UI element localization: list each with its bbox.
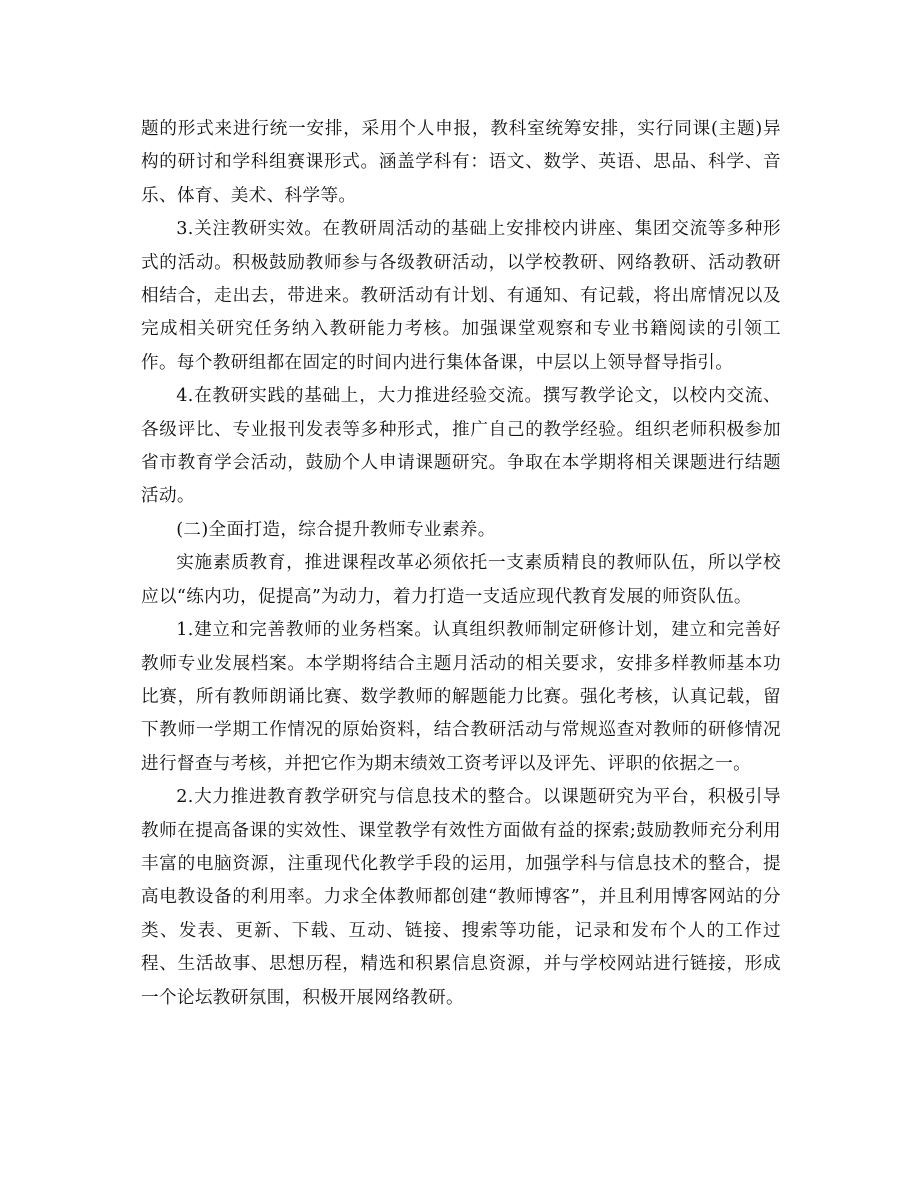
document-body bbox=[141, 113, 781, 1015]
paragraph-item-4: 4.在教研实践的基础上，大力推进经验交流。撰写教学论文，以校内交流、各级评比、专业报刊发表等多种形式，推广自己的教学经验。组织老师积极参加省市教育学会活动，鼓励个人申请课题研究。争取在本学期将相关课题进行结题活动。 bbox=[141, 386, 781, 507]
paragraph-item-2: 2.大力推进教育教学研究与信息技术的整合。以课题研究为平台，积极引导教师在提高备课的实效性、课堂教学有效性方面做有益的探索;鼓励教师充分利用丰富的电脑资源，注重现代化教学手段的运用，加强学科与信息技术的整合，提高电教设备的利用率。力求全体教师都创建“教师博客”，并且利用博客网站的分类、发表、更新、下载、互动、链接、搜索等功能，记录和发布个人的工作过程、生活故事、思想历程，精选和积累信息资源，并与学校网站进行链接，形成一个论坛教研氛围，积极开展网络教研。 bbox=[141, 787, 781, 1008]
paragraph-intro: 实施素质教育，推进课程改革必须依托一支素质精良的教师队伍，所以学校应以“练内功，促提高”为动力，着力打造一支适应现代教育发展的师资队伍。 bbox=[141, 553, 781, 607]
paragraph-continuation: 题的形式来进行统一安排，采用个人申报，教科室统筹安排，实行同课(主题)异构的研讨和学科组赛课形式。涵盖学科有：语文、数学、英语、思品、科学、音乐、体育、美术、科学等。 bbox=[141, 119, 781, 206]
paragraph-item-3: 3.关注教研实效。在教研周活动的基础上安排校内讲座、集团交流等多种形式的活动。积极鼓励教师参与各级教研活动，以学校教研、网络教研、活动教研相结合，走出去，带进来。教研活动有计划、有通知、有记载，将出席情况以及完成相关研究任务纳入教研能力考核。加强课堂观察和专业书籍阅读的引领工作。每个教研组都在固定的时间内进行集体备课，中层以上领导督导指引。 bbox=[141, 219, 781, 373]
paragraph-item-1: 1.建立和完善教师的业务档案。认真组织教师制定研修计划，建立和完善好教师专业发展档案。本学期将结合主题月活动的相关要求，安排多样教师基本功比赛，所有教师朗诵比赛、数学教师的解题能力比赛。强化考核，认真记载，留下教师一学期工作情况的原始资料，结合教研活动与常规巡查对教师的研修情况进行督查与考核，并把它作为期末绩效工资考评以及评先、评职的依据之一。 bbox=[141, 620, 781, 774]
section-heading-2: (二)全面打造，综合提升教师专业素养。 bbox=[176, 519, 496, 540]
